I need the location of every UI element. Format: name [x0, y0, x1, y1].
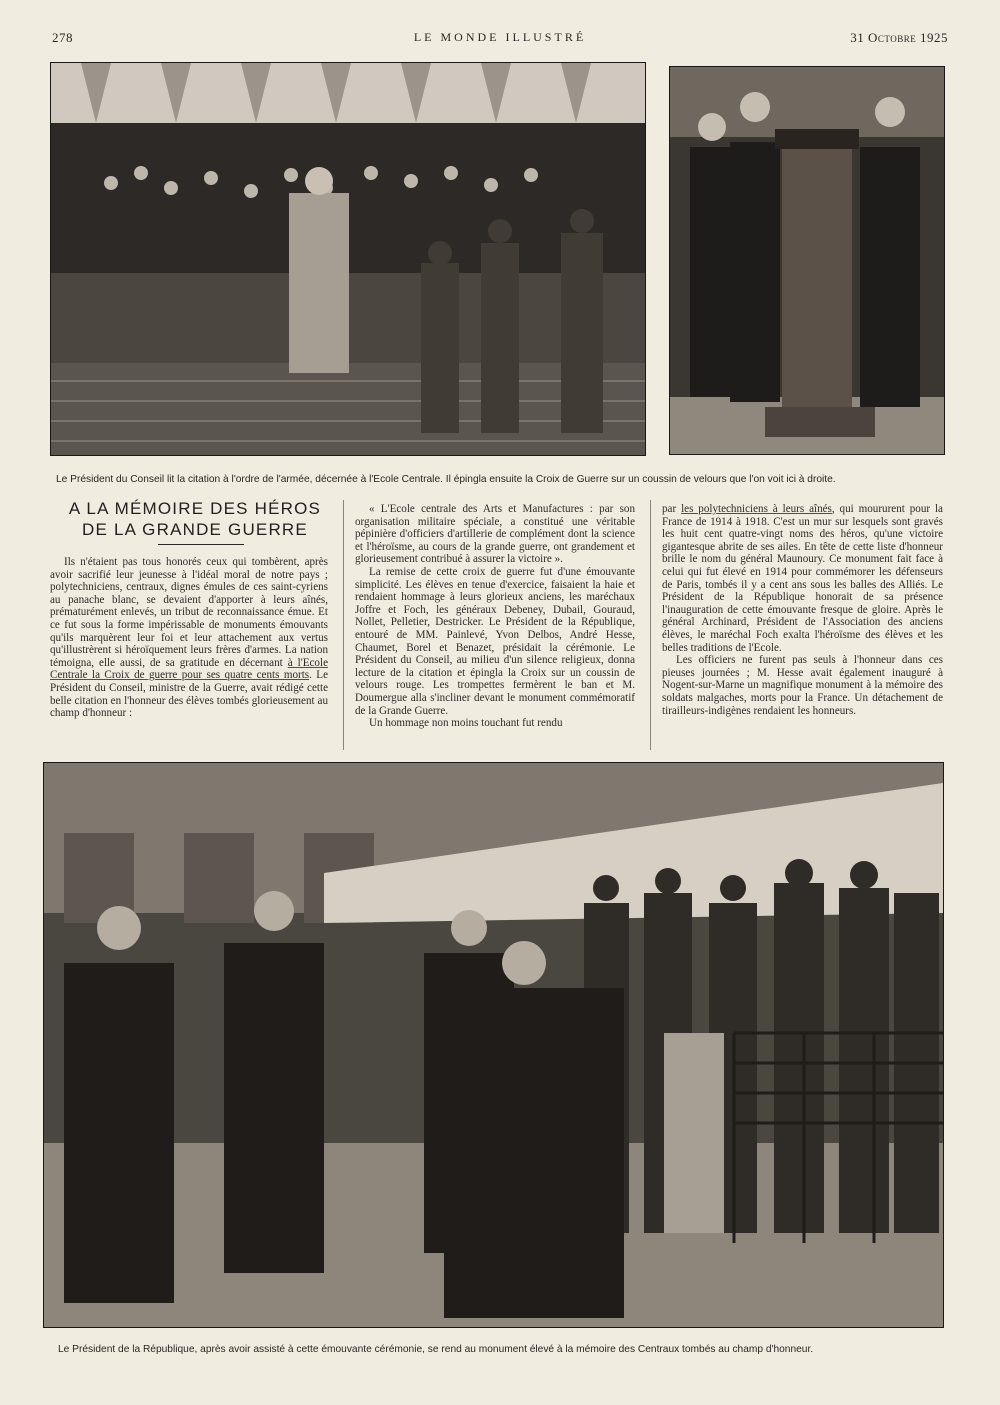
- bottom-photo-caption: Le Président de la République, après avoir assisté à cette émouvante cérémonie, se rend au monument élevé à la mémoire des Centraux tombés au champ d'honneur.: [58, 1344, 814, 1355]
- issue-date: 31 Octobre 1925: [850, 30, 948, 45]
- photo-president-procession: [43, 762, 944, 1328]
- photo-ceremony-platform: [50, 62, 646, 456]
- paragraph: La remise de cette croix de guerre fut d'une émouvante simplicité. Les élèves en tenue d'exercice, faisaient la haie et rendaient hommage à leurs glorieux anciens, les maréchaux Joffre et Foch, les généraux Debeney, Dubail, Gouraud, Nollet, Pelletier, Destricker. Le Président de la République, entouré de MM. Painlevé, Yvon Delbos, André Hesse, Chaumet, Borel et Benazet, présidait la cérémonie. Le Président du Conseil, au milieu d'un silence religieux, donna lecture de la citation et épingla la Croix sur un coussin de velours rouge. Les trompettes fermèrent le ban et M. Doumergue alla s'incliner devant le monument commémoratif de la Grande Guerre.: [355, 565, 635, 717]
- article-title-line1: A LA MÉMOIRE DES HÉROS: [68, 499, 322, 518]
- article-title: [52, 498, 338, 540]
- column-divider: [650, 500, 651, 750]
- underlined-text: les polytechniciens à leurs aînés: [681, 503, 832, 515]
- text-run: Ils n'étaient pas tous honorés ceux qui tombèrent, après avoir sacrifié leur jeunesse à l'idéal moral de notre pays ; polytechniciens, centraux, dignes émules de ces saint-cyriens au panache blanc, se devaient d'apporter à leurs aînés, prématurément enlevés, un tribut de reconnaissance émue. Et ce fut sous la forme impérissable de monuments émouvants qu'ils marquèrent leur foi et leur attachement aux vertus qu'illustrèrent si héroïquement leurs frères d'armes. La nation témoigna, elle aussi, de sa gratitude en décernant: [50, 556, 328, 669]
- paragraph: « L'Ecole centrale des Arts et Manufactures : par son organisation militaire spéciale, a constitué une véritable pépinière d'officiers d'artillerie de complément dont la science et l'héroïsme, au cours de la grande guerre, ont grandement et glorieusement contribué à assurer la victoire ».: [355, 503, 635, 566]
- photo-cushion-column: [669, 66, 945, 455]
- paragraph: [50, 556, 328, 720]
- article-column-1: [50, 556, 328, 720]
- page-number: 278: [52, 30, 73, 45]
- article-title-line2: DE LA GRANDE GUERRE: [82, 520, 308, 539]
- article-column-2: [355, 503, 635, 730]
- text-run: par: [662, 503, 682, 515]
- text-run: . Le Président du Conseil, ministre de la Guerre, avait rédigé cette belle citation en l'honneur des élèves tombés glorieusement au champ d'honneur :: [50, 669, 329, 720]
- paragraph: Les officiers ne furent pas seuls à l'honneur dans ces pieuses journées ; M. Hesse avait également inauguré à Nogent-sur-Marne un magnifique monument à la mémoire des soldats malgaches, morts pour la France. Un détachement de tirailleurs-indigènes rendaient les honneurs.: [662, 654, 943, 717]
- underlined-text: à l'Ecole Centrale la Croix de guerre pour ses quatre cents morts: [50, 656, 328, 682]
- paragraph: Un hommage non moins touchant fut rendu: [369, 717, 563, 730]
- column-divider: [343, 500, 344, 750]
- magazine-title: LE MONDE ILLUSTRÉ: [413, 30, 587, 44]
- paragraph: [662, 503, 943, 654]
- article-column-3: [662, 503, 943, 717]
- top-photos-caption: Le Président du Conseil lit la citation à l'ordre de l'armée, décernée à l'Ecole Centrale. Il épingla ensuite la Croix de Guerre sur un coussin de velours que l'on voit ici à droite.: [56, 474, 836, 485]
- text-run: , qui moururent pour la France de 1914 à 1918. C'est un mur sur lesquels sont gravés les huit cent quatre-vingt noms des héros, qu'une victoire gigantesque abrite de ses ailes. En tête de cette liste d'honneur brille le nom du général Maunoury. Ce monument fait face à celui qui fut élevé en 1914 pour commémorer les défenseurs de Paris, tombés il y a cent ans sous les balles des Alliés. Le Président de la République honorait de sa présence l'inauguration de cette émouvante fresque de gloire. Après le général Archinard, Président de l'Association des anciens élèves, le maréchal Foch exalta l'héroïsme des élèves et les belles traditions de l'Ecole.: [662, 503, 943, 654]
- title-rule: [158, 544, 244, 545]
